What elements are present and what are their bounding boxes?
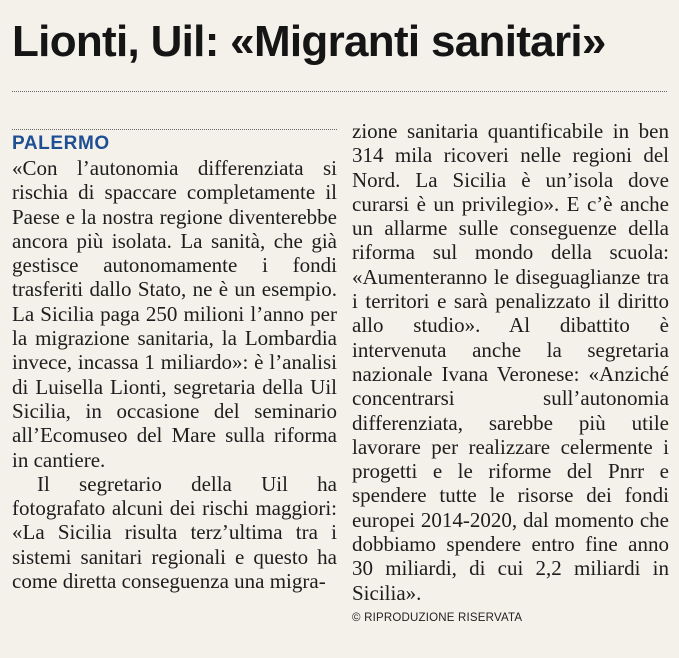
headline-divider <box>12 91 667 92</box>
dateline: PALERMO <box>12 133 110 154</box>
article-paragraph-1: «Con l’autonomia differenziata si rischia di spaccare completamente il Paese e la nostra regione diventerebbe ancora più isolata. La sanità, che già gestisce autonomamente i fondi trasferiti dallo Stato, ne è un esempio. La Sicilia paga 250 milioni l’anno per la migrazione sanitaria, la Lombardia invece, incassa 1 miliardo»: è l’analisi di Luisella Lionti, segretaria della Uil Sicilia, in occasione del seminario all’Ecomuseo del Mare sulla riforma in cantiere. <box>12 156 337 472</box>
article-paragraph-2-continuation: zione sanitaria quantificabile in ben 314 mila ricoveri nelle regioni del Nord. La Sicilia è un’isola dove curarsi è un privilegio». E c’è anche un allarme sulle conseguenze della riforma sul mondo della scuola: «Aumenteranno le diseguaglianze tra i territori e sarà penalizzato il diritto allo studio». Al dibattito è intervenuta anche la segretaria nazionale Ivana Veronese: «Anziché concentrarsi sull’autonomia differenziata, sarebbe più utile lavorare per realizzare celermente i progetti e le riforme del Pnrr e spendere tutte le risorse dei fondi europei 2014-2020, dal momento che dobbiamo spendere entro fine anno 30 miliardi, di cui 2,2 miliardi in Sicilia». <box>352 119 669 605</box>
article-column-right <box>352 119 669 626</box>
column-divider <box>12 129 337 130</box>
copyright-notice: © RIPRODUZIONE RISERVATA <box>352 611 523 624</box>
article-column-left <box>12 132 337 593</box>
headline: Lionti, Uil: «Migranti sanitari» <box>12 17 606 66</box>
article-paragraph-2: Il segretario della Uil ha fotografato alcuni dei rischi maggiori: «La Sicilia risulta terz’ultima tra i sistemi sanitari regionali e questo ha come diretta conseguenza una migra- <box>12 471 337 594</box>
